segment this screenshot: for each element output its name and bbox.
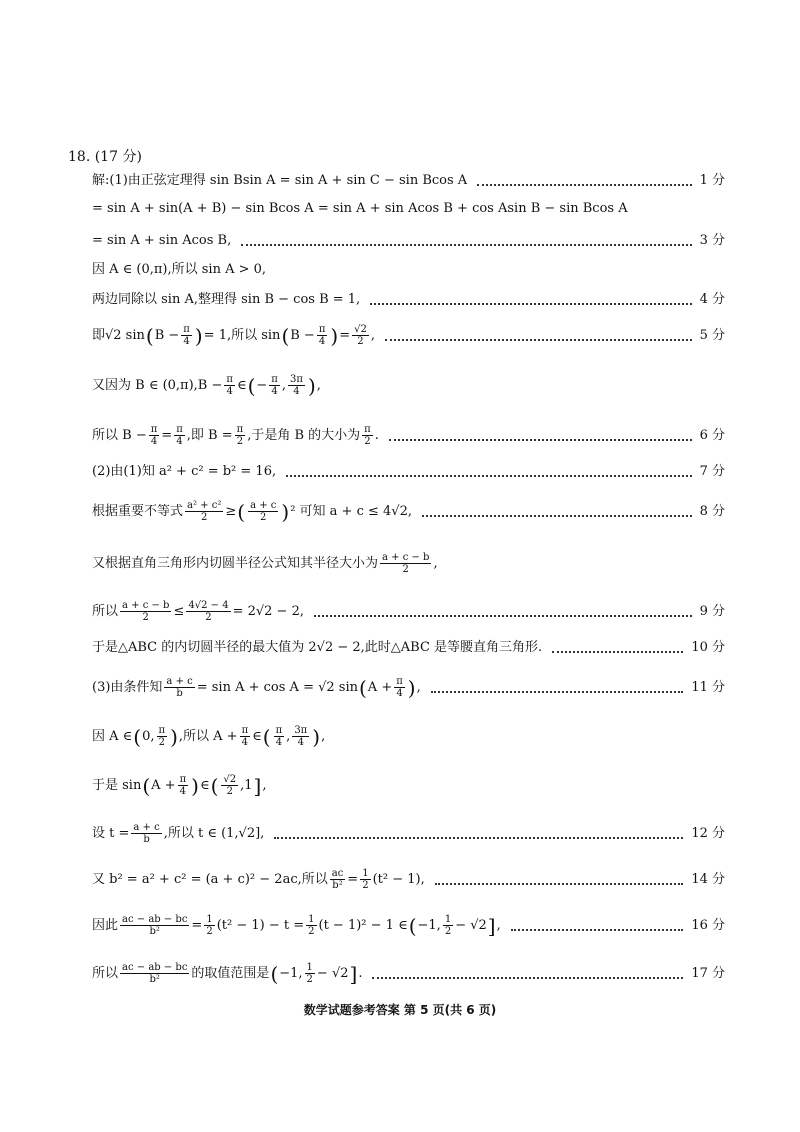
solution-line-17 <box>92 822 725 845</box>
dot-leader <box>286 475 691 477</box>
solution-line-8 <box>92 424 725 447</box>
dot-leader <box>372 977 683 979</box>
score-mark: 7 分 <box>699 464 725 479</box>
solution-line-2 <box>92 202 725 215</box>
page-footer: 数学试题参考答案 第 5 页(共 6 页) <box>303 1003 497 1017</box>
solution-line-5 <box>92 293 725 306</box>
dot-leader <box>511 929 684 931</box>
solution-line-1 <box>92 174 725 187</box>
solution-line-19 <box>92 914 725 937</box>
line-text: 因 A ∈ (0,π),所以 sin A > 0, <box>92 262 267 277</box>
line-math: 又 b² = a² + c² = (a + c)² − 2ac,所以 $\frac{ac}{\text{b²}}$ = $\frac{1}{2}$ (t² − 1), <box>92 868 425 891</box>
score-mark: 12 分 <box>691 826 725 841</box>
solution-line-4 <box>92 263 725 276</box>
score-mark: 11 分 <box>691 680 725 695</box>
line-text: (2)由(1)知 a² + c² = b² = 16, <box>92 464 277 479</box>
dot-leader <box>389 439 692 441</box>
dot-leader <box>274 837 683 839</box>
solution-line-18 <box>92 868 725 891</box>
dot-leader <box>314 615 692 617</box>
line-math: 所以 $\frac{ac - ab - bc}{\text{b²}}$ 的取值范围是 ( −1, $\frac{1}{2}$ − √2 ] . <box>92 961 363 986</box>
line-math: (3)由条件知 $\frac{a + c}{b}$ = sin A + cos A = √2 sin ( A + $\frac{\pi}{4}$ ) , <box>92 675 421 700</box>
dot-leader <box>552 651 683 653</box>
score-mark: 10 分 <box>691 640 725 655</box>
score-mark: 9 分 <box>699 604 725 619</box>
solution-line-6 <box>92 324 725 347</box>
solution-line-16 <box>92 774 725 797</box>
solution-line-11 <box>92 552 725 575</box>
dot-leader <box>370 303 691 305</box>
score-mark: 16 分 <box>691 918 725 933</box>
question-heading: 18. (17 分) <box>68 149 142 165</box>
line-math: 设 t = $\frac{a + c}{b}$ ,所以 t ∈ (1,√2], <box>92 822 265 845</box>
score-mark: 1 分 <box>699 173 725 188</box>
line-math: 因 A ∈ ( 0, $\frac{\pi}{2}$ ) ,所以 A + $\frac{\pi}{4}$ ∈ ( $\frac{\pi}{4}$ , $\frac{3\pi}{4}$ ) , <box>92 724 326 749</box>
line-math: 又因为 B ∈ (0,π),B − $\frac{\pi}{4}$ ∈ ( − $\frac{\pi}{4}$ , $\frac{3\pi}{4}$ ) , <box>92 373 321 398</box>
solution-line-10 <box>92 500 725 523</box>
solution-line-3 <box>92 234 725 247</box>
score-mark: 6 分 <box>699 428 725 443</box>
solution-line-7 <box>92 374 725 397</box>
line-math: 于是 sin ( A + $\frac{\pi}{4}$ ) ∈ ( $\frac{√2}{2}$ ,1 ] , <box>92 773 267 798</box>
score-mark: 5 分 <box>699 328 725 343</box>
solution-line-14 <box>92 676 725 699</box>
score-mark: 4 分 <box>699 292 725 307</box>
solution-line-12 <box>92 600 725 623</box>
line-math: 所以 $\frac{a + c - b}{2}$ ≤ $\frac{4√2 - 4}{2}$ = 2√2 − 2, <box>92 600 304 623</box>
score-mark: 14 分 <box>691 872 725 887</box>
line-text: 两边同除以 sin A,整理得 sin B − cos B = 1, <box>92 292 361 307</box>
line-math: 即√2 sin ( B − $\frac{\pi}{4}$ ) = 1,所以 sin ( B − $\frac{\pi}{4}$ ) = $\frac{√2}{2}$ , <box>92 323 375 348</box>
dot-leader <box>435 883 684 885</box>
score-mark: 3 分 <box>699 233 725 248</box>
solution-line-20 <box>92 962 725 985</box>
solution-line-15 <box>92 725 725 748</box>
dot-leader <box>431 691 684 693</box>
solution-line-9 <box>92 465 725 478</box>
line-text: = sin A + sin Acos B, <box>92 233 232 248</box>
line-math: 所以 B − $\frac{\pi}{4}$ = $\frac{\pi}{4}$ ,即 B = $\frac{\pi}{2}$ ,于是角 B 的大小为 $\frac{\pi}{2}$ . <box>92 424 379 447</box>
line-text: = sin A + sin(A + B) − sin Bcos A = sin A + sin Acos B + cos Asin B − sin Bcos A <box>92 201 628 216</box>
line-text: 解:(1)由正弦定理得 sin Bsin A = sin A + sin C − sin Bcos A <box>92 173 468 188</box>
line-text: 于是△ABC 的内切圆半径的最大值为 2√2 − 2,此时△ABC 是等腰直角三角形. <box>92 640 543 655</box>
line-math: 因此 $\frac{ac - ab - bc}{\text{b²}}$ = $\frac{1}{2}$ (t² − 1) − t = $\frac{1}{2}$ (t − 1)² − 1 ∈ ( −1, $\frac{1}{2}$ − √2 ] , <box>92 913 501 938</box>
dot-leader <box>477 184 691 186</box>
dot-leader <box>422 515 692 517</box>
score-mark: 17 分 <box>691 966 725 981</box>
dot-leader <box>241 244 691 246</box>
dot-leader <box>385 339 692 341</box>
line-math: 根据重要不等式 $\frac{\text{a² + c²}}{2}$ ≥ ( $\frac{a + c}{2}$ ) ² 可知 a + c ≤ 4√2, <box>92 499 412 524</box>
solution-line-13 <box>92 641 725 654</box>
score-mark: 8 分 <box>699 504 725 519</box>
line-math: 又根据直角三角形内切圆半径公式知其半径大小为 $\frac{a + c - b}{2}$ , <box>92 552 438 575</box>
